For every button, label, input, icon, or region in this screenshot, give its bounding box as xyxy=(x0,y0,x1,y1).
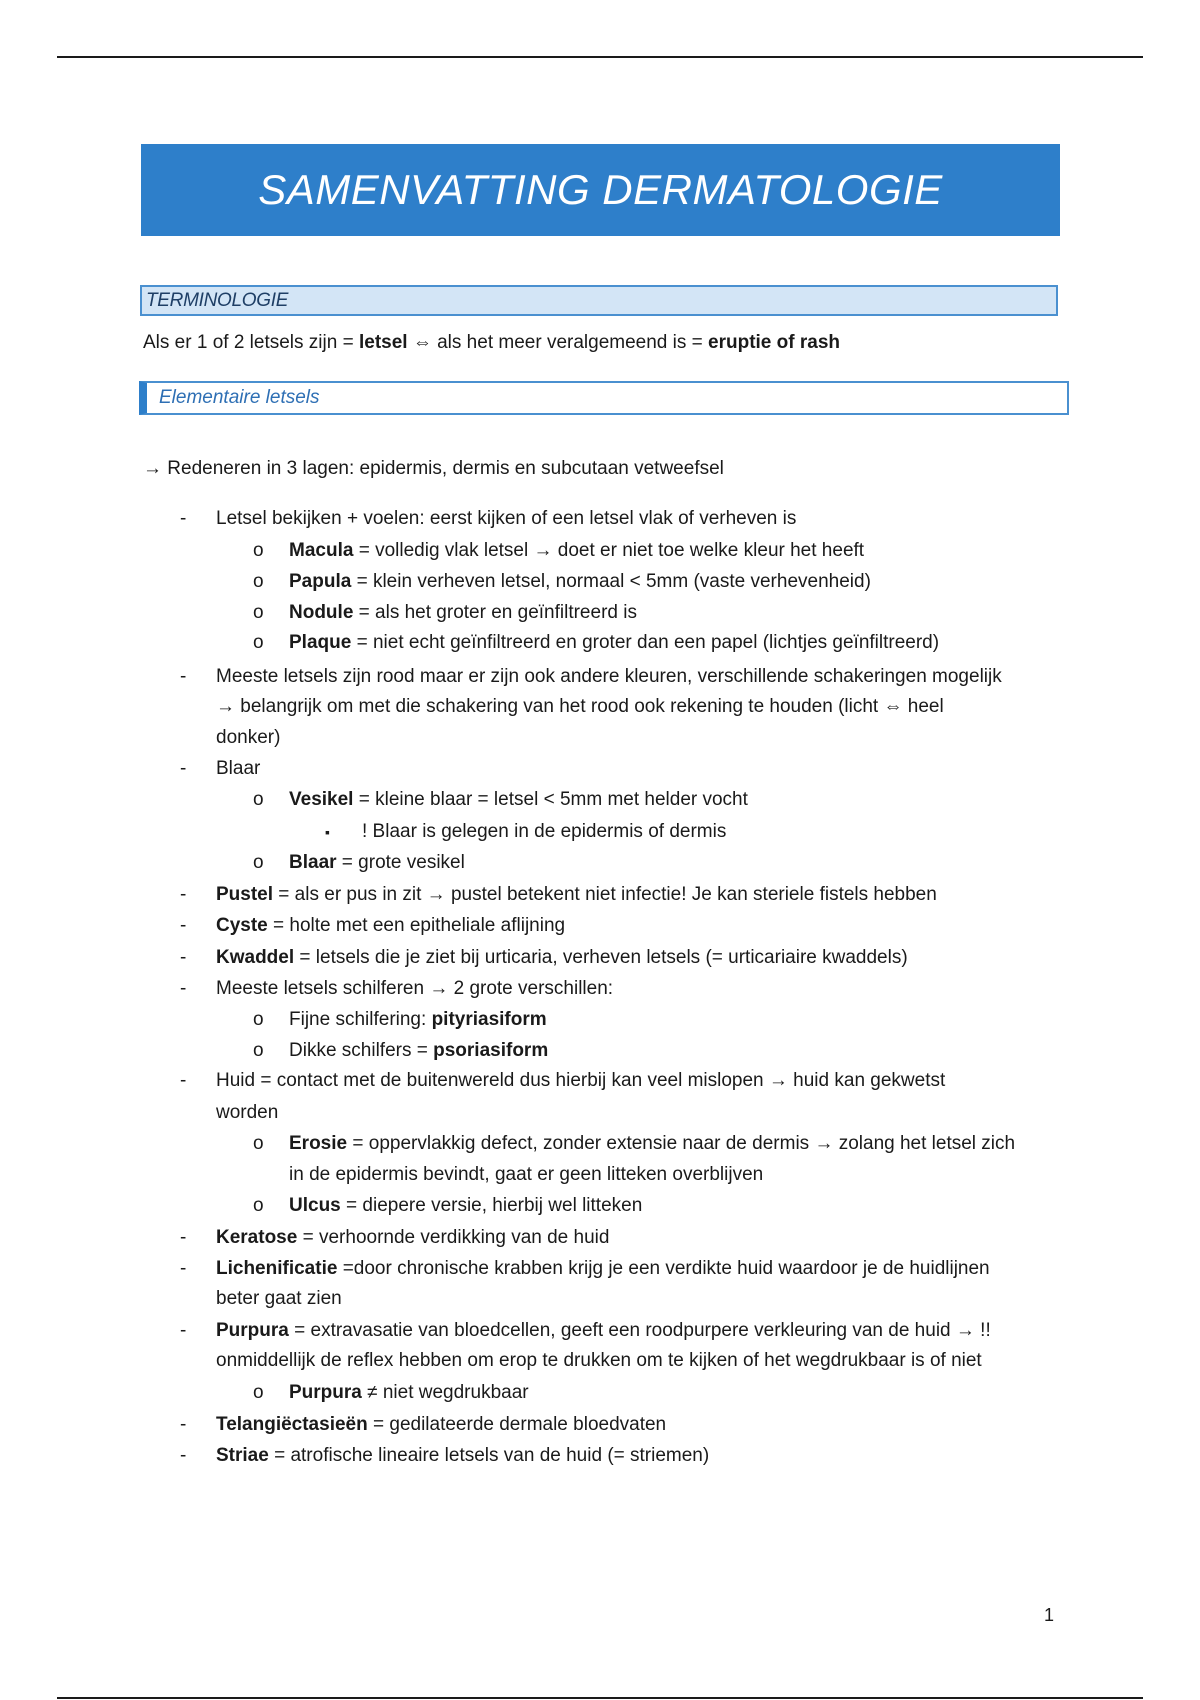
list-item: Pustel = als er pus in zit → pustel betekent niet infectie! Je kan steriele fistels hebben xyxy=(216,884,937,905)
list-item-continuation: onmiddellijk de reflex hebben om erop te drukken om te kijken of het wegdrukbaar is of niet xyxy=(216,1350,982,1371)
list-item: Telangiëctasieën = gedilateerde dermale bloedvaten xyxy=(216,1414,667,1435)
list-item: Striae = atrofische lineaire letsels van de huid (= striemen) xyxy=(216,1445,710,1466)
circle-marker: o xyxy=(253,789,264,810)
circle-marker: o xyxy=(253,571,264,592)
list-item: Kwaddel = letsels die je ziet bij urticaria, verheven letsels (= urticariaire kwaddels) xyxy=(216,947,908,968)
list-item: Ulcus = diepere versie, hierbij wel litteken xyxy=(289,1195,643,1216)
circle-marker: o xyxy=(253,1040,264,1061)
dash-marker: - xyxy=(180,1227,187,1248)
list-item: Lichenificatie =door chronische krabben krijg je een verdikte huid waardoor je de huidlijnen xyxy=(216,1258,990,1279)
section-heading-text: TERMINOLOGIE xyxy=(146,289,289,311)
list-item-continuation: worden xyxy=(216,1102,279,1123)
list-item: Plaque = niet echt geïnfiltreerd en groter dan een papel (lichtjes geïnfiltreerd) xyxy=(289,632,940,653)
list-item: Fijne schilfering: pityriasiform xyxy=(289,1009,547,1030)
list-item-continuation: → belangrijk om met die schakering van het rood ook rekening te houden (licht ⇔ heel xyxy=(216,696,944,717)
list-item: Cyste = holte met een epitheliale aflijning xyxy=(216,915,566,936)
list-item: Nodule = als het groter en geïnfiltreerd is xyxy=(289,602,637,623)
list-item: Meeste letsels schilferen → 2 grote verschillen: xyxy=(216,978,614,999)
list-item: Vesikel = kleine blaar = letsel < 5mm met helder vocht xyxy=(289,789,748,810)
list-item: Letsel bekijken + voelen: eerst kijken of een letsel vlak of verheven is xyxy=(216,508,797,529)
square-marker: ▪ xyxy=(325,824,330,840)
list-item-continuation: donker) xyxy=(216,727,281,748)
list-item: ! Blaar is gelegen in de epidermis of dermis xyxy=(362,821,727,842)
list-item: Blaar = grote vesikel xyxy=(289,852,465,873)
dash-marker: - xyxy=(180,978,187,999)
footer-rule xyxy=(57,1697,1143,1699)
dash-marker: - xyxy=(180,947,187,968)
intro-term: letsel xyxy=(358,332,408,353)
intro-term: eruptie of rash xyxy=(708,332,840,353)
list-item-continuation: beter gaat zien xyxy=(216,1288,342,1309)
list-item: Papula = klein verheven letsel, normaal < 5mm (vaste verhevenheid) xyxy=(289,571,871,592)
subsection-heading-text: Elementaire letsels xyxy=(159,387,320,408)
list-item: Meeste letsels zijn rood maar er zijn ook andere kleuren, verschillende schakeringen mogelijk xyxy=(216,666,1002,687)
header-rule xyxy=(57,56,1143,58)
circle-marker: o xyxy=(253,852,264,873)
list-item: Macula = volledig vlak letsel → doet er niet toe welke kleur het heeft xyxy=(289,540,865,561)
dash-marker: - xyxy=(180,508,187,529)
intro-paragraph xyxy=(143,330,840,356)
dash-marker: - xyxy=(180,1414,187,1435)
dash-marker: - xyxy=(180,884,187,905)
dash-marker: - xyxy=(180,1070,187,1091)
intro-text: ⇔ als het meer veralgemeend is = xyxy=(407,332,709,353)
list-item: Erosie = oppervlakkig defect, zonder extensie naar de dermis → zolang het letsel zich xyxy=(289,1133,1016,1154)
circle-marker: o xyxy=(253,1133,264,1154)
lead-line: → Redeneren in 3 lagen: epidermis, dermis en subcutaan vetweefsel xyxy=(143,458,724,479)
list-item: Dikke schilfers = psoriasiform xyxy=(289,1040,549,1061)
dash-marker: - xyxy=(180,1445,187,1466)
circle-marker: o xyxy=(253,602,264,623)
circle-marker: o xyxy=(253,1195,264,1216)
list-item: Blaar xyxy=(216,758,261,779)
circle-marker: o xyxy=(253,632,264,653)
list-item: Purpura ≠ niet wegdrukbaar xyxy=(289,1382,529,1403)
list-item: Purpura = extravasatie van bloedcellen, geeft een roodpurpere verkleuring van de huid → !! xyxy=(216,1320,991,1341)
list-item-continuation: in de epidermis bevindt, gaat er geen litteken overblijven xyxy=(289,1164,764,1185)
list-item: Keratose = verhoornde verdikking van de huid xyxy=(216,1227,610,1248)
dash-marker: - xyxy=(180,758,187,779)
document-title: SAMENVATTING DERMATOLOGIE xyxy=(258,166,943,213)
dash-marker: - xyxy=(180,1258,187,1279)
circle-marker: o xyxy=(253,540,264,561)
list-item: Huid = contact met de buitenwereld dus hierbij kan veel mislopen → huid kan gekwetst xyxy=(216,1070,946,1091)
circle-marker: o xyxy=(253,1009,264,1030)
subsection-heading xyxy=(139,381,1069,415)
circle-marker: o xyxy=(253,1382,264,1403)
section-heading xyxy=(140,285,1058,316)
dash-marker: - xyxy=(180,666,187,687)
title-banner xyxy=(141,144,1060,236)
dash-marker: - xyxy=(180,915,187,936)
page-number: 1 xyxy=(1044,1605,1055,1625)
intro-text: Als er 1 of 2 letsels zijn = xyxy=(143,332,359,353)
dash-marker: - xyxy=(180,1320,187,1341)
